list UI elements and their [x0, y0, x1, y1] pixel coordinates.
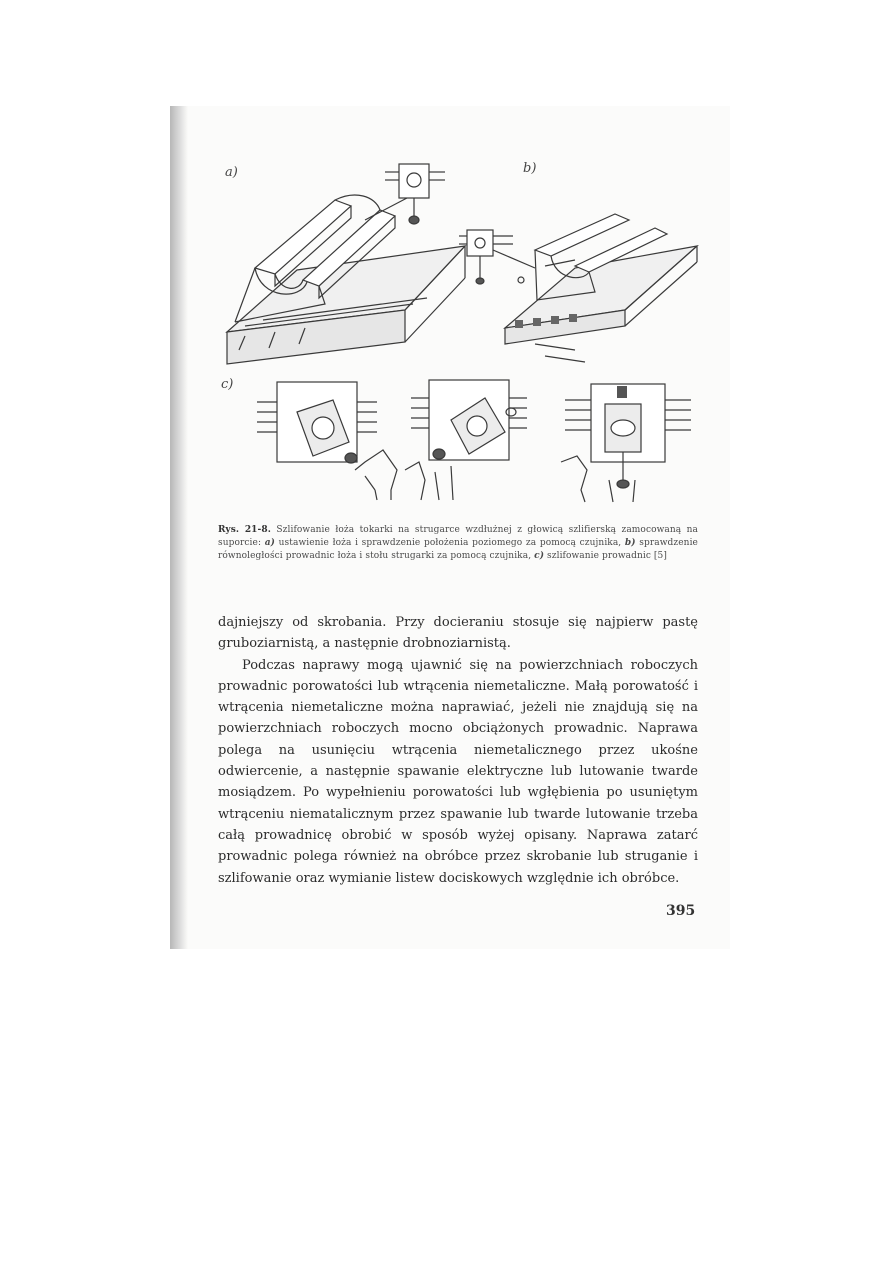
panel-label-a: a) [225, 165, 238, 180]
caption-mark-c: c) [534, 551, 545, 561]
panel-b-drawing [459, 214, 697, 362]
technical-illustration [215, 150, 705, 520]
figure-caption [218, 524, 698, 563]
panel-a-drawing [227, 164, 465, 364]
caption-mark-a: a) [264, 538, 276, 548]
caption-text-2: ustawienie łoża i sprawdzenie położenia poziomego za pomocą czujnika, [275, 538, 625, 548]
panel-c-drawing [257, 380, 691, 502]
body-text [218, 612, 698, 889]
caption-mark-b: b) [624, 538, 636, 548]
panel-label-c: c) [221, 377, 234, 392]
paragraph-1: dajniejszy od skrobania. Przy docieraniu stosuje się najpierw pastę gruboziarnistą, a następnie drobnoziarnistą. [218, 615, 698, 652]
page-number: 395 [666, 903, 696, 919]
caption-label: Rys. 21-8. [218, 525, 271, 535]
caption-text-1: Szlifowanie łoża tokarki na strugarce wzdłużnej z głowicą szlifierską zamocowaną na suporcie: [218, 525, 698, 548]
panel-label-b: b) [523, 161, 537, 176]
caption-text-4: szlifowanie prowadnic [5] [544, 551, 667, 561]
paragraph-2: Podczas naprawy mogą ujawnić się na powierzchniach roboczych prowadnic porowatości lub wtrącenia niemetaliczne. Małą porowatość i wtrącenia niemetaliczne można naprawiać, jeżeli nie znajdują się na powierzchniach roboczych mocno obciążonych prowadnic. Naprawa polega na usunięciu wtrącenia niemetalicznego przez ukośne odwiercenie, a następnie spawanie elektryczne lub lutowanie twarde mosiądzem. Po wypełnieniu porowatości lub wgłębienia po usuniętym wtrąceniu niematalicznym przez spawanie lub twarde lutowanie trzeba całą prowadnicę obrobić w sposób wyżej opisany. Naprawa zatarć prowadnic polega również na obróbce przez skrobanie lub struganie i szlifowanie oraz wymianie listew dociskowych względnie ich obróbce. [218, 657, 698, 886]
caption-text-3: sprawdzenie równoległości prowadnic łoża i stołu strugarki za pomocą czujnika, [218, 538, 698, 561]
gutter-shadow [170, 106, 188, 949]
